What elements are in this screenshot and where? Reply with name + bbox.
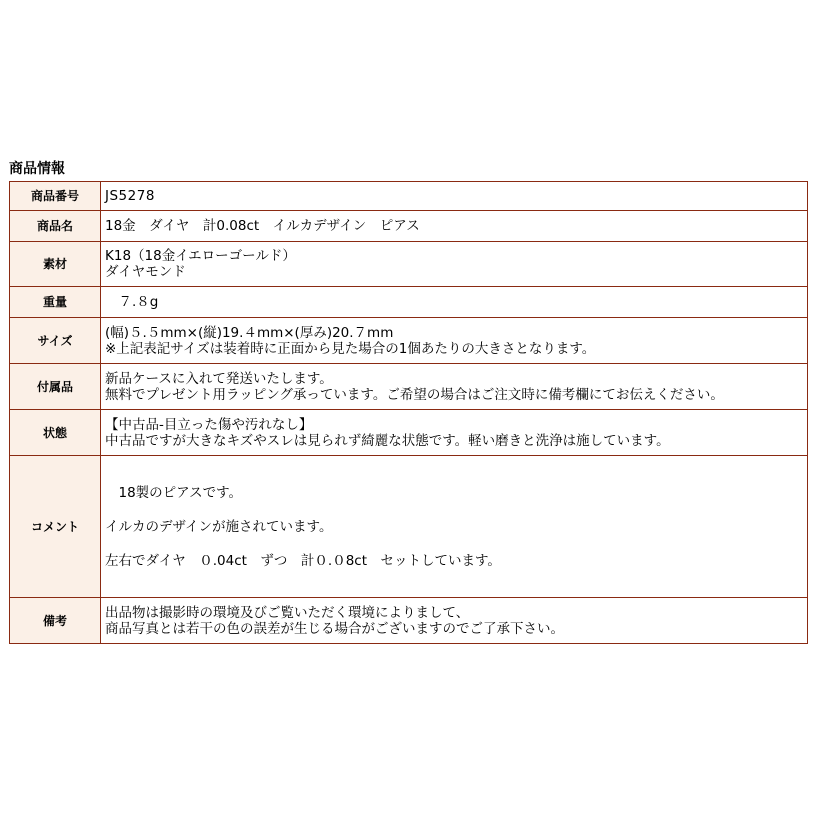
comment-paragraph-2: イルカのデザインが施されています。	[105, 518, 333, 535]
value-size	[101, 318, 808, 364]
value-accessories	[101, 364, 808, 410]
accessories-line-2: 無料でプレゼント用ラッピング承っています。ご希望の場合はご注文時に備考欄にてお伝えください。	[105, 386, 724, 403]
label-accessories: 付属品	[10, 364, 101, 410]
label-product-number: 商品番号	[10, 182, 101, 211]
material-line-1: K18（18金イエローゴールド）	[105, 248, 296, 264]
table-row-product-number	[10, 182, 808, 211]
table-row-condition	[10, 410, 808, 456]
remarks-line-2: 商品写真とは若干の色の誤差が生じる場合がございますのでご了承下さい。	[105, 620, 564, 637]
label-remarks: 備考	[10, 598, 101, 644]
size-line-2: ※上記表記サイズは装着時に正面から見た場合の1個あたりの大きさとなります。	[105, 340, 596, 357]
value-weight: ７.８g	[101, 287, 808, 318]
label-size: サイズ	[10, 318, 101, 364]
section-title: 商品情報	[9, 161, 65, 177]
value-remarks	[101, 598, 808, 644]
label-material: 素材	[10, 242, 101, 287]
condition-line-1: 【中古品-目立った傷や汚れなし】	[105, 416, 313, 433]
condition-line-2: 中古品ですが大きなキズやスレは見られず綺麗な状態です。軽い磨きと洗浄は施しています。	[105, 432, 670, 449]
value-product-name: 18金 ダイヤ 計0.08ct イルカデザイン ピアス	[101, 211, 808, 242]
label-condition: 状態	[10, 410, 101, 456]
comment-paragraph-1: 18製のピアスです。	[105, 484, 243, 501]
label-comment: コメント	[10, 456, 101, 598]
value-comment	[101, 456, 808, 598]
remarks-line-1: 出品物は撮影時の環境及びご覧いただく環境によりまして、	[105, 604, 470, 621]
label-product-name: 商品名	[10, 211, 101, 242]
table-row-accessories	[10, 364, 808, 410]
table-row-material	[10, 242, 808, 287]
comment-paragraph-3: 左右でダイヤ ０.04ct ずつ 計０.０8ct セットしています。	[105, 552, 501, 569]
size-line-1: (幅)５.５mm×(縦)19.４mm×(厚み)20.７mm	[105, 324, 394, 341]
label-weight: 重量	[10, 287, 101, 318]
accessories-line-1: 新品ケースに入れて発送いたします。	[105, 370, 333, 387]
material-line-2: ダイヤモンド	[105, 264, 186, 280]
table-row-product-name	[10, 211, 808, 242]
table-row-weight	[10, 287, 808, 318]
value-product-number: JS5278	[101, 182, 808, 211]
table-row-size	[10, 318, 808, 364]
table-row-remarks	[10, 598, 808, 644]
product-info-table	[9, 181, 808, 644]
value-material	[101, 242, 808, 287]
table-row-comment	[10, 456, 808, 598]
value-condition	[101, 410, 808, 456]
